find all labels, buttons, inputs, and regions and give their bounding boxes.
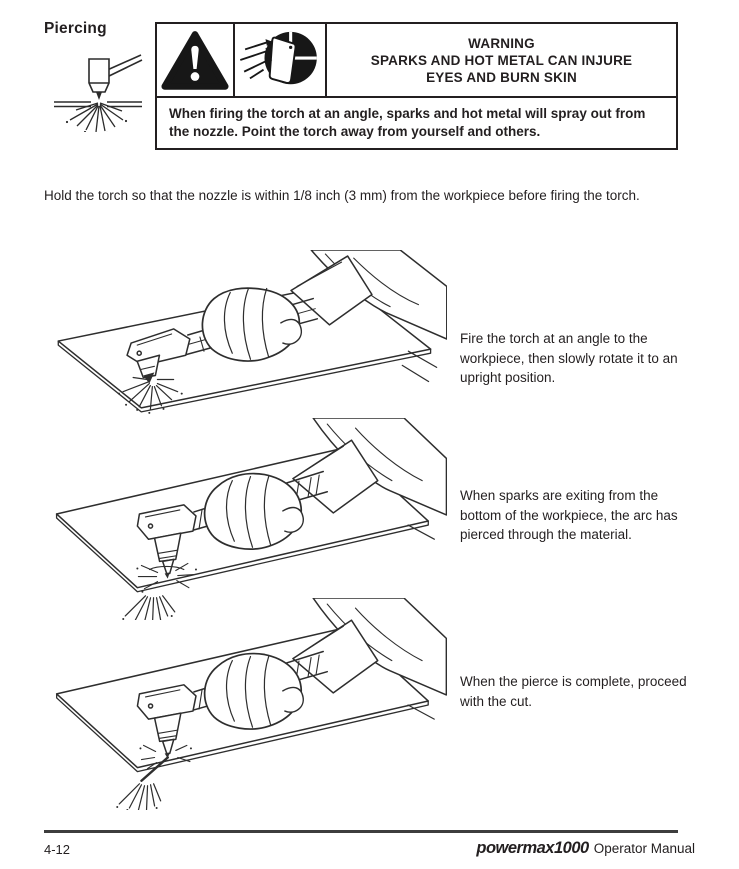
footer-divider bbox=[44, 830, 678, 833]
brand-logo-powermax1000: powermax1000 bbox=[476, 839, 589, 857]
figure-3-illustration bbox=[52, 598, 447, 810]
page-number: 4-12 bbox=[44, 842, 71, 857]
warning-message-line1: SPARKS AND HOT METAL CAN INJURE bbox=[370, 52, 633, 68]
warning-message-line2: EYES AND BURN SKIN bbox=[426, 69, 577, 85]
figure-2-caption: When sparks are exiting from the bottom of the workpiece, the arc has pierced through the material. bbox=[460, 488, 678, 543]
torch-piercing-icon bbox=[52, 50, 144, 132]
figure-2-illustration bbox=[52, 418, 447, 620]
intro-paragraph: Hold the torch so that the nozzle is within 1/8 inch (3 mm) from the workpiece before firing the torch. bbox=[44, 188, 640, 203]
figure-3-caption: When the pierce is complete, proceed with the cut. bbox=[460, 674, 687, 709]
page-title: Piercing bbox=[44, 20, 107, 37]
warning-icon-row bbox=[157, 24, 676, 98]
footer-brand bbox=[476, 839, 695, 858]
warning-heading: WARNING bbox=[468, 35, 535, 51]
face-shield-sparks-icon bbox=[235, 24, 327, 96]
warning-box bbox=[155, 22, 678, 150]
figure-1-illustration bbox=[52, 250, 447, 422]
manual-title: Operator Manual bbox=[593, 841, 695, 856]
warning-triangle-icon bbox=[157, 24, 235, 96]
warning-caution-text: When firing the torch at an angle, sparks and hot metal will spray out from the nozzle. Point the torch away from yourself and others. bbox=[169, 106, 646, 139]
figure-1-caption: Fire the torch at an angle to the workpiece, then slowly rotate it to an upright position. bbox=[460, 331, 678, 386]
warning-text-cell bbox=[327, 24, 676, 96]
